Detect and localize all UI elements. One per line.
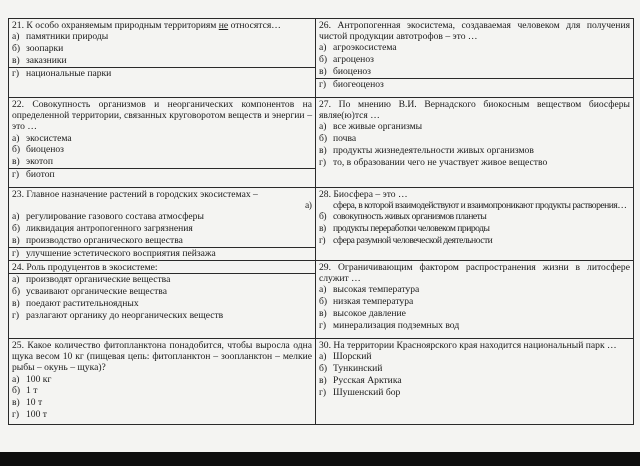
answer-option[interactable]: а) 100 кг (12, 373, 52, 385)
answer-option[interactable]: в) высокое давление (319, 308, 406, 319)
answer-option[interactable]: в) биоценоз (319, 66, 371, 77)
answer-option[interactable]: г) биогеоценоз (316, 78, 633, 91)
answer-option[interactable]: б) биоценоз (12, 144, 64, 156)
answer-option[interactable]: г) 100 т (12, 409, 47, 420)
answer-option[interactable]: б) Тункинский (319, 363, 383, 374)
question-26 (316, 19, 634, 98)
question-30 (316, 339, 634, 425)
answer-option[interactable]: в) продукты переработки человеком природы (319, 223, 490, 234)
answer-option[interactable]: б) усваивают органические вещества (12, 286, 167, 297)
question-text: 29. Ограничивающим фактором распространения жизни в литосфере служит … (319, 262, 630, 285)
answer-option[interactable]: б) совокупность живых организмов планеты (319, 211, 487, 223)
answer-option[interactable]: г) минерализация подземных вод (319, 319, 460, 331)
answer-option[interactable]: б) ликвидация антропогенного загрязнения (12, 223, 193, 234)
question-text: 27. По мнению В.И. Вернадского биокосным веществом биосферы являе(ю)тся … (319, 99, 630, 122)
question-text: 24. Роль продуцентов в экосистеме: (12, 262, 158, 273)
answer-option[interactable]: а) памятники природы (12, 31, 109, 43)
question-27 (316, 98, 634, 188)
question-22 (9, 98, 316, 188)
answer-option[interactable]: а) высокая температура (319, 284, 420, 296)
answer-option[interactable]: б) 1 т (12, 385, 38, 397)
question-row-2 (9, 98, 634, 188)
question-29 (316, 261, 634, 339)
answer-option[interactable]: а) производят органические вещества (9, 273, 315, 286)
answer-option[interactable]: в) поедают растительноядных (12, 297, 139, 309)
question-text: 23. Главное назначение растений в городских экосистемах – (12, 189, 258, 200)
answer-option[interactable]: в) 10 т (12, 397, 43, 409)
answer-option[interactable]: а) экосистема (12, 132, 72, 144)
question-23 (9, 188, 316, 261)
answer-option[interactable]: а) Шорский (319, 351, 372, 363)
answer-option[interactable]: а) все живые организмы (319, 121, 423, 133)
question-25 (9, 339, 316, 425)
question-24 (9, 261, 316, 339)
question-row-5 (9, 339, 634, 425)
answer-option[interactable]: в) экотоп (12, 156, 53, 168)
answer-option[interactable]: г) разлагают органику до неорганических веществ (12, 309, 224, 321)
question-text: 22. Совокупность организмов и неорганических компонентов на определенной территории, связанных круговоротом веществ и энергии – это … (12, 99, 312, 133)
answer-option[interactable]: б) агроценоз (319, 54, 374, 66)
answer-option[interactable]: г) улучшение эстетического восприятия пейзажа (9, 247, 315, 260)
answer-option[interactable]: г) биотоп (9, 168, 315, 181)
answer-option[interactable]: в) продукты жизнедеятельности живых организмов (319, 145, 534, 156)
question-table (8, 18, 634, 425)
answer-option[interactable]: г) то, в образовании чего не участвует живое вещество (319, 156, 548, 168)
answer-option[interactable]: а) сфера, в которой взаимодействуют и взаимопроникают продукты растворения… (305, 200, 627, 212)
question-text: 30. На территории Красноярского края находится национальный парк … (319, 340, 617, 351)
question-row-1 (9, 19, 634, 98)
answer-option[interactable]: г) национальные парки (9, 67, 315, 80)
question-text: 21. К особо охраняемым природным территориям не относятся… (12, 20, 281, 31)
answer-option[interactable]: б) почва (319, 133, 357, 145)
question-text: 26. Антропогенная экосистема, создаваемая человеком для получения чистой продукции автотрофов – это … (319, 20, 630, 43)
question-21 (9, 19, 316, 98)
answer-option[interactable]: г) Шушенский бор (319, 386, 401, 398)
answer-option[interactable]: в) Русская Арктика (319, 374, 402, 386)
answer-option[interactable]: б) низкая температура (319, 296, 414, 308)
question-text: 25. Какое количество фитопланктона понадобится, чтобы выросла одна щука весом 10 кг (пищевая цепь: фитопланктон – зоопланктон – мелкие рыбы – окунь – щука)? (12, 340, 312, 374)
question-row-3 (9, 188, 634, 261)
answer-option[interactable]: б) зоопарки (12, 43, 64, 54)
answer-option[interactable]: г) сфера разумной человеческой деятельности (319, 234, 493, 246)
question-28 (305, 188, 634, 261)
answer-option[interactable]: в) производство органического вещества (12, 234, 183, 246)
question-row-4 (9, 261, 634, 339)
answer-option[interactable]: в) заказники (12, 54, 67, 66)
answer-option[interactable]: а) регулирование газового состава атмосферы (12, 211, 204, 223)
answer-option[interactable]: а) агроэкосистема (319, 42, 397, 54)
question-text: 28. Биосфера – это … (319, 189, 408, 200)
